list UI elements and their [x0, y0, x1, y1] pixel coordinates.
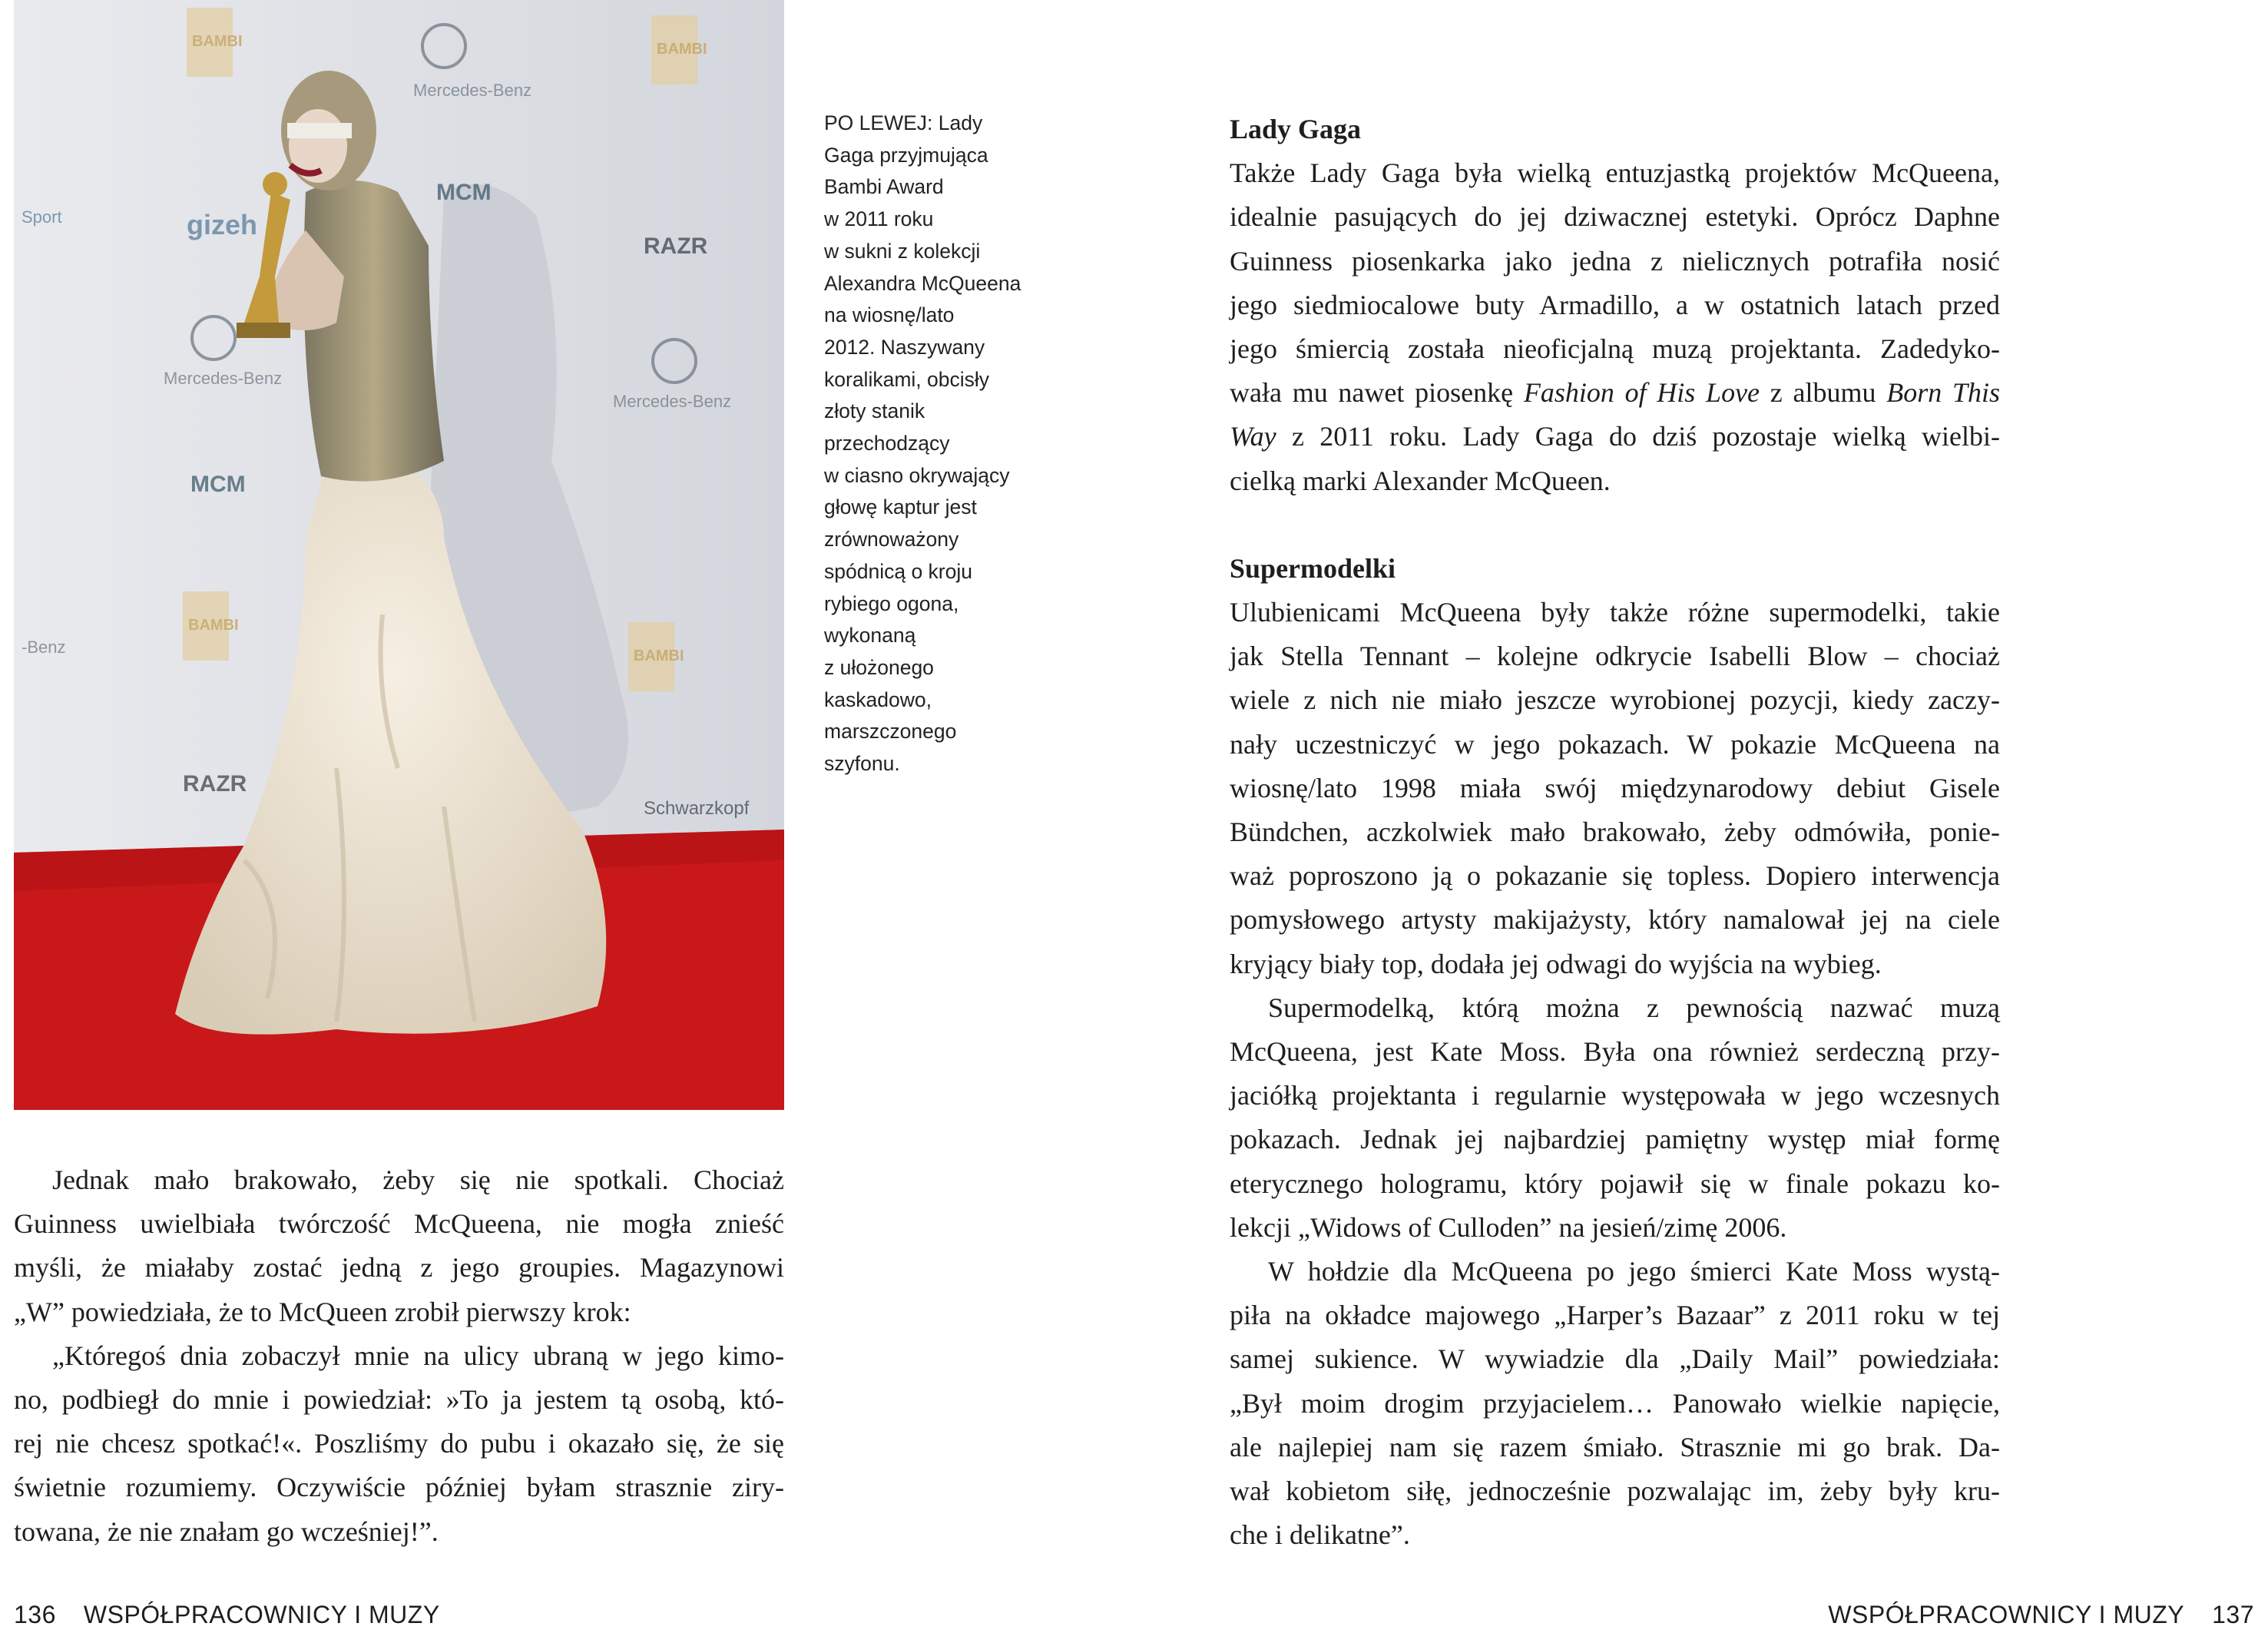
svg-text:RAZR: RAZR — [644, 234, 708, 259]
caption-line: spódnicą o kroju — [824, 559, 972, 583]
svg-text:BAMBI: BAMBI — [192, 33, 243, 50]
album-title: Born This — [1886, 377, 2000, 409]
caption-line: 2012. Naszywany — [824, 335, 985, 359]
caption-line: Alexandra McQueena — [824, 271, 1021, 295]
caption-line: złoty stanik — [824, 399, 925, 423]
text-line: W hołdzie dla McQueena po jego śmierci Kate Moss wystą- — [1268, 1256, 2000, 1287]
text-line: Także Lady Gaga była wielką entuzjastką projektów McQueena, — [1230, 157, 2000, 189]
caption-line: Bambi Award — [824, 175, 944, 199]
caption-line: w 2011 roku — [824, 207, 934, 231]
caption-line: w ciasno okrywający — [824, 463, 1010, 487]
text-line: wał kobietom siłę, jednocześnie pozwalając im, żeby były kru- — [1230, 1476, 2000, 1507]
caption-line: szyfonu. — [824, 752, 900, 776]
caption-line: zrównoważony — [824, 528, 959, 552]
text-line: idealnie pasujących do jej dziwacznej estetyki. Oprócz Daphne — [1230, 201, 2000, 233]
svg-text:BAMBI: BAMBI — [657, 41, 707, 58]
text-line: piła na okładce majowego „Harper’s Bazaar” z 2011 roku w tej — [1230, 1300, 2000, 1331]
right-body-text — [1230, 108, 2000, 1558]
text-line: eterycznego hologramu, który pojawił się w finale pokazu ko- — [1230, 1168, 2000, 1199]
caption-line: Gaga przyjmująca — [824, 143, 988, 167]
left-body-text — [14, 1158, 784, 1554]
caption-line: z ułożonego — [824, 655, 934, 679]
album-title: Way — [1230, 421, 1276, 452]
text-line: Guinness uwielbiała twórczość McQueena, nie mogła znieść — [14, 1208, 784, 1240]
text-line — [1230, 371, 2000, 415]
svg-text:RAZR: RAZR — [183, 771, 247, 797]
text-line: lekcji „Widows of Culloden” na jesień/zimę 2006. — [1230, 1211, 1787, 1243]
caption-line: przechodzący — [824, 432, 950, 455]
running-head: WSPÓŁPRACOWNICY I MUZY — [1828, 1601, 2185, 1628]
text-line: Jednak mało brakowało, żeby się nie spotkali. Chociaż — [52, 1164, 784, 1195]
text-line: pokazach. Jednak jej najbardziej pamiętny występ miał formę — [1230, 1124, 2000, 1155]
svg-text:MCM: MCM — [190, 472, 246, 497]
text-line: rej nie chcesz spotkać!«. Poszliśmy do pubu i okazało się, że się — [14, 1428, 784, 1459]
gaga-photo — [14, 0, 784, 1110]
svg-text:MCM: MCM — [436, 180, 492, 205]
text-line: che i delikatne”. — [1230, 1519, 1410, 1551]
page-number: 137 — [2212, 1601, 2254, 1628]
caption-line: kaskadowo, — [824, 687, 932, 711]
svg-text:Mercedes-Benz: Mercedes-Benz — [613, 392, 732, 411]
text-line: Bündchen, aczkolwiek mało brakowało, żeby odmówiła, ponie- — [1230, 816, 2000, 848]
text-run: z 2011 roku. Lady Gaga do dziś pozostaje wielką wielbi- — [1276, 421, 2000, 452]
paragraph — [14, 1158, 784, 1334]
text-line: Guinness piosenkarka jako jedna z nielicznych potrafiła nosić — [1230, 245, 2000, 277]
section-heading-lady-gaga: Lady Gaga — [1230, 114, 1362, 144]
text-run: z albumu — [1760, 377, 1887, 409]
text-line: jego siedmiocalowe buty Armadillo, a w ostatnich latach przed — [1230, 289, 2000, 320]
text-line: myśli, że miałaby zostać jedną z jego groupies. Magazynowi — [14, 1252, 784, 1284]
caption-line: koralikami, obcisły — [824, 367, 990, 391]
text-line — [1230, 415, 2000, 459]
text-line: Ulubienicami McQueena były także różne supermodelki, takie — [1230, 597, 2000, 628]
text-line: jak Stella Tennant – kolejne odkrycie Isabelli Blow – chociaż — [1230, 641, 2000, 672]
svg-text:Schwarzkopf: Schwarzkopf — [644, 798, 750, 819]
page-number: 136 — [14, 1601, 56, 1628]
svg-text:BAMBI: BAMBI — [188, 617, 239, 634]
text-line: „Któregoś dnia zobaczył mnie na ulicy ubraną w jego kimo- — [52, 1340, 784, 1371]
text-line: samej sukience. W wywiadzie dla „Daily Mail” powiedziała: — [1230, 1343, 2000, 1375]
caption-line: PO LEWEJ: Lady — [824, 111, 983, 134]
caption-line: głowę kaptur jest — [824, 495, 977, 519]
svg-text:BAMBI: BAMBI — [634, 648, 684, 664]
paragraph — [1230, 1250, 2000, 1557]
text-line: jego śmiercią została nieoficjalną muzą projektanta. Zadedyko- — [1230, 333, 2000, 365]
text-line: waż poproszono ją o pokazanie się topless. Dopiero interwencja — [1230, 860, 2000, 892]
text-run: wała mu nawet piosenkę — [1230, 377, 1524, 409]
svg-text:Sport: Sport — [22, 207, 62, 227]
text-line: wiele z nich nie miało jeszcze wyrobionej pozycji, kiedy zaczy- — [1230, 684, 2000, 716]
left-page-footer — [14, 1601, 440, 1629]
svg-text:Mercedes-Benz: Mercedes-Benz — [413, 81, 532, 100]
song-title: Fashion of His Love — [1523, 377, 1760, 409]
section-heading-supermodelki: Supermodelki — [1230, 552, 1396, 584]
text-line: jaciółką projektanta i regularnie występowała w jego wczesnych — [1230, 1080, 2000, 1111]
right-page-footer — [1828, 1601, 2254, 1629]
svg-text:gizeh: gizeh — [187, 209, 258, 240]
caption-line: marszczonego — [824, 720, 957, 744]
paragraph — [1230, 986, 2000, 1250]
caption-line: w sukni z kolekcji — [824, 239, 981, 263]
text-line: McQueena, jest Kate Moss. Była ona również serdeczną przy- — [1230, 1036, 2000, 1068]
text-line: Supermodelką, którą można z pewnością nazwać muzą — [1268, 992, 2000, 1023]
text-line: ale najlepiej nam się razem śmiało. Strasznie mi go brak. Da- — [1230, 1431, 2000, 1462]
text-line: towana, że nie znałam go wcześniej!”. — [14, 1515, 439, 1547]
photo-caption — [824, 108, 1055, 780]
text-line: świetnie rozumiemy. Oczywiście później byłam strasznie ziry- — [14, 1472, 784, 1503]
text-line: nały uczestniczyć w jego pokazach. W pokazie McQueena na — [1230, 728, 2000, 760]
text-line: no, podbiegł do mnie i powiedział: »To ja jestem tą osobą, któ- — [14, 1384, 784, 1416]
paragraph — [14, 1334, 784, 1554]
svg-text:Mercedes-Benz: Mercedes-Benz — [164, 369, 283, 388]
text-line: „Był moim drogim przyjacielem… Panowało wielkie napięcie, — [1230, 1387, 2000, 1419]
running-head: WSPÓŁPRACOWNICY I MUZY — [83, 1601, 440, 1628]
caption-line: rybiego ogona, — [824, 591, 959, 615]
text-line: cielką marki Alexander McQueen. — [1230, 465, 1611, 496]
text-line: wiosnę/lato 1998 miała swój międzynarodowy debiut Gisele — [1230, 772, 2000, 803]
text-line: „W” powiedziała, że to McQueen zrobił pierwszy krok: — [14, 1296, 631, 1327]
text-line: pomysłowego artysty makijażysty, który namalował jej na ciele — [1230, 904, 2000, 936]
paragraph — [1230, 591, 2000, 986]
svg-text:-Benz: -Benz — [22, 638, 66, 657]
caption-line: na wiosnę/lato — [824, 303, 955, 327]
paragraph — [1230, 151, 2000, 503]
text-line: kryjący biały top, dodała jej odwagi do wyjścia na wybieg. — [1230, 948, 1882, 979]
caption-line: wykonaną — [824, 624, 916, 648]
